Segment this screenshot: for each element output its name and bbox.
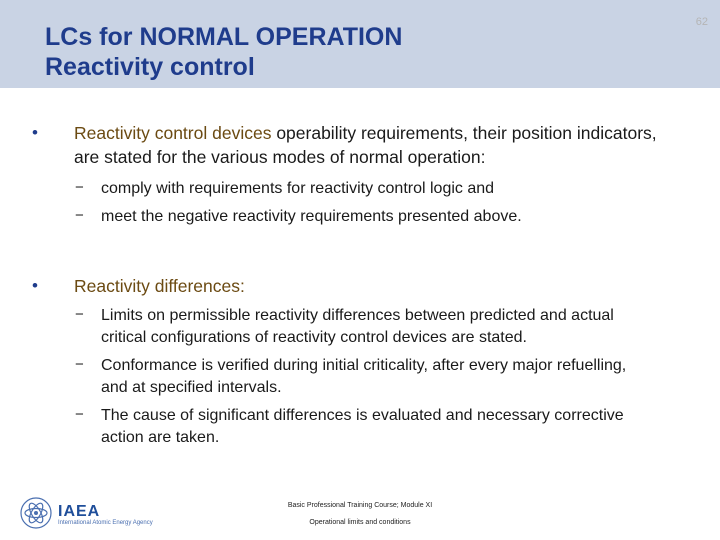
bullet-highlight: Reactivity control devices (74, 123, 272, 143)
sub-bullet-marker: − (75, 356, 84, 373)
sub-bullet-text: Limits on permissible reactivity differences between predicted and actual critical configurations of reactivity control devices are stated. (101, 307, 614, 346)
sub-bullet-text: The cause of significant differences is evaluated and necessary corrective action are taken. (101, 407, 624, 446)
bullet-marker: • (32, 123, 38, 142)
bullet-rest: operability requirements, their position indicators, are stated for the various modes of normal operation: (74, 123, 657, 167)
sub-bullet-marker: − (75, 406, 84, 423)
sub-bullet-marker: − (75, 306, 84, 323)
title-line-1: LCs for NORMAL OPERATION (45, 23, 403, 51)
footer-topic: Operational limits and conditions (309, 519, 411, 526)
sub-bullet-marker: − (75, 207, 84, 224)
slide-title (45, 22, 402, 82)
iaea-logo-text: IAEA (58, 503, 101, 520)
footer-course: Basic Professional Training Course; Module XI (287, 502, 433, 509)
bullet-text (74, 274, 684, 298)
bullet-marker: • (32, 276, 38, 295)
sub-bullet-text: comply with requirements for reactivity control logic and (101, 180, 495, 197)
bullet-text (74, 121, 684, 169)
page-number: 62 (695, 16, 708, 28)
sub-bullet-marker: − (75, 179, 84, 196)
bullet-highlight: Reactivity differences: (74, 276, 245, 296)
sub-bullet-text: meet the negative reactivity requirements presented above. (101, 208, 522, 225)
title-line-2: Reactivity control (45, 53, 255, 81)
title-banner (0, 0, 720, 88)
iaea-logo-subtext: International Atomic Energy Agency (58, 520, 153, 526)
sub-bullet-text: Conformance is verified during initial criticality, after every major refuelling, and at specified intervals. (101, 357, 627, 396)
